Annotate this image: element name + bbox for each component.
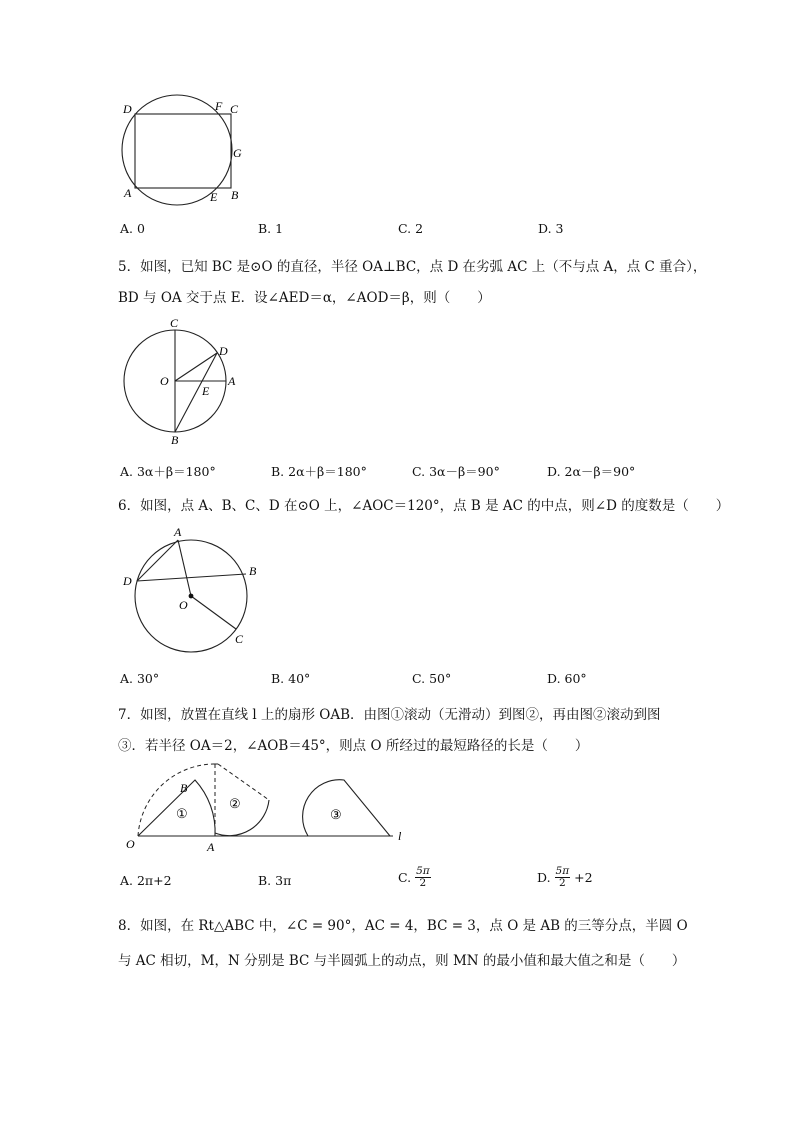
q6-option-a[interactable]: A. 30° [120, 671, 160, 686]
q5-option-d[interactable]: D. 2α－β＝90° [547, 464, 636, 479]
q7-stem-line2: ③．若半径 OA＝2，∠AOB＝45°，则点 O 所经过的最短路径的长是（ ） [118, 738, 589, 754]
q4-option-a[interactable]: A. 0 [120, 221, 145, 236]
q7-option-d-denominator: 2 [559, 877, 566, 889]
q7-label-fig3: ③ [330, 807, 342, 822]
q7-option-d-numerator: 5π [555, 865, 570, 877]
q5-label-D: D [219, 344, 228, 358]
q7-option-b[interactable]: B. 3π [258, 873, 292, 888]
q7-option-c-prefix: C. [398, 870, 412, 885]
q5-chord-BD [175, 353, 217, 432]
q6-chord-DB [137, 574, 246, 581]
q4-label-C: C [230, 102, 239, 116]
q7-label-B: B [180, 781, 188, 795]
q4-option-b[interactable]: B. 1 [258, 221, 284, 236]
q5-option-a[interactable]: A. 3α＋β＝180° [120, 464, 216, 479]
q7-dashed-diagonal [218, 764, 269, 800]
q6-center-dot [189, 594, 194, 599]
q8-stem-line1: 8．如图，在 Rt△ABC 中，∠C = 90°，AC = 4，BC = 3，点 O 是 AB 的三等分点，半圆 O [118, 918, 688, 934]
q7-option-c-numerator: 5π [416, 865, 430, 877]
q7-sector-2 [215, 800, 269, 836]
q7-option-c-denominator: 2 [419, 877, 427, 889]
q4-rectangle [135, 114, 231, 188]
q5-label-A: A [228, 374, 236, 388]
q7-label-fig1: ① [176, 806, 188, 821]
q6-figure [118, 523, 268, 663]
q6-chord-DA [137, 540, 178, 581]
q7-option-a[interactable]: A. 2π+2 [120, 873, 172, 888]
q6-label-D: D [123, 574, 132, 588]
q4-label-B: B [231, 188, 239, 202]
q6-label-C: C [235, 632, 244, 646]
q5-figure [118, 315, 253, 450]
q5-label-E: E [202, 384, 210, 398]
q4-option-d[interactable]: D. 3 [538, 221, 564, 236]
q6-label-O: O [179, 598, 188, 612]
q4-label-F: F [215, 99, 223, 113]
q4-label-G: G [233, 146, 242, 160]
q6-option-c[interactable]: C. 50° [412, 671, 452, 686]
q6-radius-OA [178, 540, 191, 596]
q6-option-b[interactable]: B. 40° [271, 671, 311, 686]
q4-option-c[interactable]: C. 2 [398, 221, 424, 236]
q7-label-A: A [207, 840, 215, 854]
q7-option-c-fraction [415, 866, 431, 889]
q7-sector-3 [303, 780, 390, 836]
q7-figure [118, 760, 418, 855]
q4-label-A: A [124, 186, 132, 200]
q7-label-fig2: ② [229, 796, 241, 811]
q6-stem-line1: 6．如图，点 A、B、C、D 在⊙O 上，∠AOC＝120°，点 B 是 AC 的中点，则∠D 的度数是（ ） [118, 498, 730, 514]
q4-figure [112, 93, 252, 208]
q7-option-d-prefix: D. [537, 870, 551, 885]
q7-option-d-suffix: +2 [574, 870, 593, 885]
q7-label-l: l [398, 829, 402, 843]
q6-radius-OC [191, 596, 236, 629]
q5-radius-OD [175, 353, 217, 381]
q4-label-E: E [210, 190, 218, 204]
q7-option-d[interactable] [537, 866, 593, 889]
q5-label-C: C [170, 316, 179, 330]
q5-stem-line2: BD 与 OA 交于点 E．设∠AED＝α，∠AOD＝β，则（ ） [118, 290, 491, 306]
q7-label-O: O [126, 837, 135, 851]
q5-label-B: B [171, 433, 179, 447]
q7-option-d-fraction [555, 866, 571, 889]
q5-stem-line1: 5．如图，已知 BC 是⊙O 的直径，半径 OA⊥BC，点 D 在劣弧 AC 上（不与点 A，点 C 重合）， [118, 259, 707, 275]
q5-option-c[interactable]: C. 3α－β＝90° [412, 464, 500, 479]
q4-label-D: D [123, 102, 132, 116]
q7-stem-line1: 7．如图，放置在直线 l 上的扇形 OAB．由图①滚动（无滑动）到图②，再由图②滚动到图 [118, 707, 661, 723]
q7-option-c[interactable] [398, 866, 431, 889]
q6-label-A: A [174, 525, 182, 539]
q6-option-d[interactable]: D. 60° [547, 671, 587, 686]
q5-label-O: O [160, 374, 169, 388]
q6-label-B: B [249, 564, 257, 578]
q8-stem-line2: 与 AC 相切，M，N 分别是 BC 与半圆弧上的动点，则 MN 的最小值和最大值之和是（ ） [118, 953, 686, 969]
q5-option-b[interactable]: B. 2α＋β＝180° [271, 464, 367, 479]
